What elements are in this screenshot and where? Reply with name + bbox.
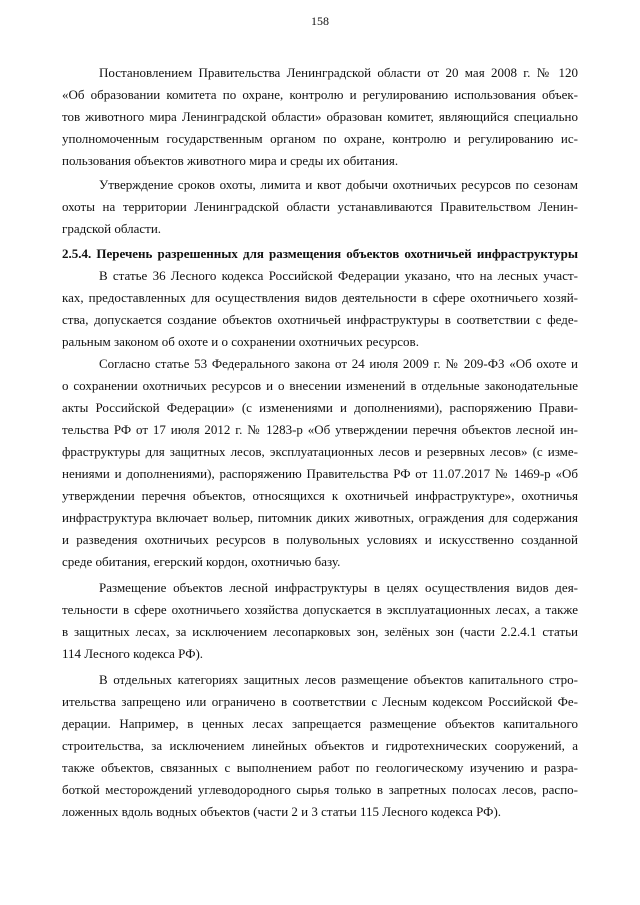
paragraph-4-line-6: нениями и дополнениями), распоряжению Правительства РФ от 11.07.2017 № 1469-р «Об xyxy=(62,466,578,481)
paragraph-4-line-1: Согласно статье 53 Федерального закона от 24 июля 2009 г. № 209-ФЗ «Об охоте и xyxy=(99,356,578,371)
paragraph-5-line-1: Размещение объектов лесной инфраструктуры в целях осуществления видов дея- xyxy=(99,580,578,595)
paragraph-1-line-2: «Об образовании комитета по охране, контролю и регулированию использования объек- xyxy=(62,87,578,102)
paragraph-1-line-5: пользования объектов животного мира и среды их обитания. xyxy=(62,153,399,168)
paragraph-2-line-2: охоты на территории Ленинградской области устанавливаются Правительством Ленин- xyxy=(62,199,578,214)
paragraph-4-line-3: акты Российской Федерации» (с изменениями и дополнениями), распоряжению Прави- xyxy=(62,400,578,415)
paragraph-6-line-4: строительства, за исключением линейных объектов и гидротехнических сооружений, а xyxy=(62,738,578,753)
paragraph-3-line-4: ральным законом об охоте и о сохранении охотничьих ресурсов. xyxy=(62,334,419,349)
paragraph-4-line-9: и разведения охотничьих ресурсов в полувольных условиях и искусственно созданной xyxy=(62,532,578,547)
paragraph-6-line-7: ложенных вдоль водных объектов (части 2 и 3 статьи 115 Лесного кодекса РФ). xyxy=(62,804,502,819)
paragraph-3-line-1: В статье 36 Лесного кодекса Российской Федерации указано, что на лесных участ- xyxy=(99,268,578,283)
paragraph-2-line-3: градской области. xyxy=(62,221,162,236)
paragraph-4-line-7: утверждении перечня объектов, относящихся к охотничьей инфраструктуре», охотничья xyxy=(62,488,578,503)
paragraph-1-line-1: Постановлением Правительства Ленинградской области от 20 мая 2008 г. № 120 xyxy=(99,65,578,80)
page-number: 158 xyxy=(311,14,329,28)
paragraph-4-line-5: фраструктуры для защитных лесов, эксплуатационных лесов и резервных лесов» (с изме- xyxy=(62,444,578,459)
paragraph-6-line-2: ительства запрещено или ограничено в соответствии с Лесным кодексом Российской Фе- xyxy=(62,694,578,709)
paragraph-6-line-3: дерации. Например, в ценных лесах запрещается размещение объектов капитального xyxy=(62,716,578,731)
paragraph-1-line-4: уполномоченным государственным органом по охране, контролю и регулированию ис- xyxy=(62,131,578,146)
paragraph-4-line-10: среде обитания, егерский кордон, охотничью базу. xyxy=(62,554,341,569)
paragraph-1-line-3: тов животного мира Ленинградской области» образован комитет, являющийся специально xyxy=(62,109,578,124)
paragraph-4-line-8: инфраструктура включает вольер, питомник диких животных, ограждения для содержания xyxy=(62,510,578,525)
paragraph-6-line-1: В отдельных категориях защитных лесов размещение объектов капитального стро- xyxy=(99,672,578,687)
paragraph-5-line-2: тельности в сфере охотничьего хозяйства допускается в эксплуатационных лесах, а также xyxy=(62,602,578,617)
paragraph-6-line-6: боткой месторождений углеводородного сырья только в запретных полосах лесов, распо- xyxy=(62,782,578,797)
paragraph-3-line-3: ства, допускается создание объектов охотничьей инфраструктуры в соответствии с феде- xyxy=(62,312,578,327)
section-heading: 2.5.4. Перечень разрешенных для размещения объектов охотничьей инфраструктуры xyxy=(62,246,578,261)
paragraph-2-line-1: Утверждение сроков охоты, лимита и квот добычи охотничьих ресурсов по сезонам xyxy=(99,177,578,192)
paragraph-5-line-4: 114 Лесного кодекса РФ). xyxy=(62,646,204,661)
paragraph-4-line-4: тельства РФ от 17 июля 2012 г. № 1283-р «Об утверждении перечня объектов лесной ин- xyxy=(62,422,578,437)
paragraph-5-line-3: в защитных лесах, за исключением лесопарковых зон, зелёных зон (части 2.2.4.1 статьи xyxy=(62,624,578,639)
paragraph-4-line-2: о сохранении охотничьих ресурсов и о внесении изменений в отдельные законодательные xyxy=(62,378,578,393)
paragraph-3-line-2: ках, предоставленных для осуществления видов деятельности в сфере охотничьего хозяй- xyxy=(62,290,578,305)
paragraph-6-line-5: также объектов, связанных с выполнением работ по геологическому изучению и разра- xyxy=(62,760,578,775)
